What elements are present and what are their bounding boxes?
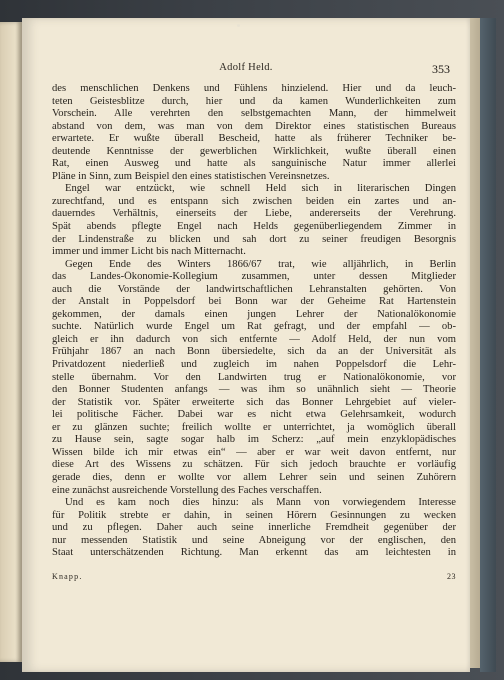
text-line: nur messenden Statistik und seine Abneigung vor der englischen, den bbox=[52, 534, 456, 546]
text-line: gerade dies, denn er wollte vor allem Lehrer sein und seinen Zuhörern bbox=[52, 471, 456, 483]
text-line: gleich er ihn dadurch von sich entfernte — Adolf Held, der nun vom bbox=[52, 333, 456, 345]
body-text bbox=[52, 83, 456, 560]
text-line: dauerndes Verhältnis, einerseits der Liebe, andererseits der Verehrung. bbox=[52, 208, 456, 220]
text-line: des menschlichen Denkens und Fühlens hinzielend. Hier und da leuch- bbox=[52, 83, 456, 94]
text-line: und zu pflegen. Daher auch seine innerliche Fremdheit gegenüber der bbox=[52, 522, 456, 534]
text-line: eine zunächst ausreichende Vorstellung des Faches verschaffen. bbox=[52, 484, 322, 496]
page-footer bbox=[52, 572, 456, 584]
text-line: Vorschein. Alle verehrten den selbstgemachten Mann, der himmelweit bbox=[52, 108, 456, 120]
text-line: Pläne in Sinn, zum Beispiel den eines statistischen Vereinsnetzes. bbox=[52, 170, 330, 182]
text-line: suchte. Natürlich wurde Engel um Rat gefragt, und der empfahl — ob- bbox=[52, 321, 456, 333]
text-line: Und es kam noch dies hinzu: als Mann von vorwiegendem Interesse bbox=[65, 497, 456, 509]
printer-signature: Knapp. bbox=[52, 572, 83, 581]
text-line: lei politische Fächer. Dabei war es nicht etwa Gelehrsamkeit, wodurch bbox=[52, 409, 456, 421]
book-page bbox=[22, 18, 470, 672]
text-line: Staat unterschätzenden Richtung. Man erkennt das am leichtesten in bbox=[52, 547, 456, 559]
page-block-edge bbox=[470, 18, 480, 668]
text-line: der Anstalt in Poppelsdorf bei Bonn war der Geheime Rat Hartenstein bbox=[52, 296, 456, 308]
text-line: für Politik strebte er dahin, in seinen Hörern Gesinnungen zu wecken bbox=[52, 509, 456, 521]
sheet-number: 23 bbox=[447, 572, 456, 581]
text-line: zurechtfand, und es entspann sich zwischen beiden ein zartes und an- bbox=[52, 195, 456, 207]
text-line: Spät abends pflegte Engel nach Helds gegenüberliegendem Zimmer in bbox=[52, 221, 456, 233]
facing-page-edge bbox=[0, 22, 22, 662]
text-line: Rat, einen Ausweg und hatte als sanguinische Natur immer allerlei bbox=[52, 158, 456, 170]
text-line: Privatdozent niederließ und zugleich im nahen Poppelsdorf die Lehr- bbox=[52, 359, 456, 371]
text-line: deutende Kenntnisse der gewerblichen Wirklichkeit, wußte überall einen bbox=[52, 145, 456, 157]
text-line: Engel war entzückt, wie schnell Held sich in literarischen Dingen bbox=[65, 183, 456, 195]
text-line: Frühjahr 1867 an nach Bonn übersiedelte, sich da an der Universität als bbox=[52, 346, 456, 358]
text-line: immer und immer Licht bis nach Mitternacht. bbox=[52, 246, 246, 258]
text-line: erwartete. Er wußte überall Bescheid, hatte als früherer Techniker be- bbox=[52, 133, 456, 145]
page-number: 353 bbox=[432, 62, 450, 76]
text-line: stelle übernahm. Vor den Landwirten trug er Nationalökonomie, vor bbox=[52, 371, 456, 383]
text-line: abstand von dem, was man von dem Direktor eines statistischen Bureaus bbox=[52, 120, 456, 132]
running-head: Adolf Held. bbox=[219, 62, 273, 73]
text-line: der Statistik vor. Später erweiterte sich das Bonner Lehrgebiet auf vieler- bbox=[52, 396, 456, 408]
dust-speck bbox=[237, 24, 240, 27]
text-line: der Lindenstraße zu blicken und sah dort zu seiner freudigen Besorgnis bbox=[52, 233, 456, 245]
text-line: auch die Vorstände der landwirtschaftlichen Lehranstalten gehörten. Von bbox=[52, 283, 456, 295]
book-cover-edge bbox=[480, 18, 496, 672]
text-line: Wissen bilde ich mir etwas ein“ — aber er war weit davon entfernt, nur bbox=[52, 446, 456, 458]
text-line: das Landes-Ökonomie-Kollegium zusammen, unter dessen Mitglieder bbox=[52, 271, 456, 283]
text-line: teten Geistesblitze durch, hier und da kamen Wunderlichkeiten zum bbox=[52, 95, 456, 107]
text-line: den Bonner Studenten anfangs — was ihm so unähnlich sieht — Theorie bbox=[52, 384, 456, 396]
text-line: er zu glänzen suchte; freilich wollte er unterrichtet, ja womöglich überall bbox=[52, 421, 456, 433]
text-line: gekommen, der damals einen jungen Lehrer der Nationalökonomie bbox=[52, 308, 456, 320]
text-line: diese Art des Wissens zu schätzen. Für sich jedoch brauchte er vorläufig bbox=[52, 459, 456, 471]
text-line: Gegen Ende des Winters 1866/67 trat, wie alljährlich, in Berlin bbox=[65, 258, 456, 270]
text-line: zu Hause sein, sagte sogar halb im Scherz: „auf mein enzyklopädisches bbox=[52, 434, 456, 446]
